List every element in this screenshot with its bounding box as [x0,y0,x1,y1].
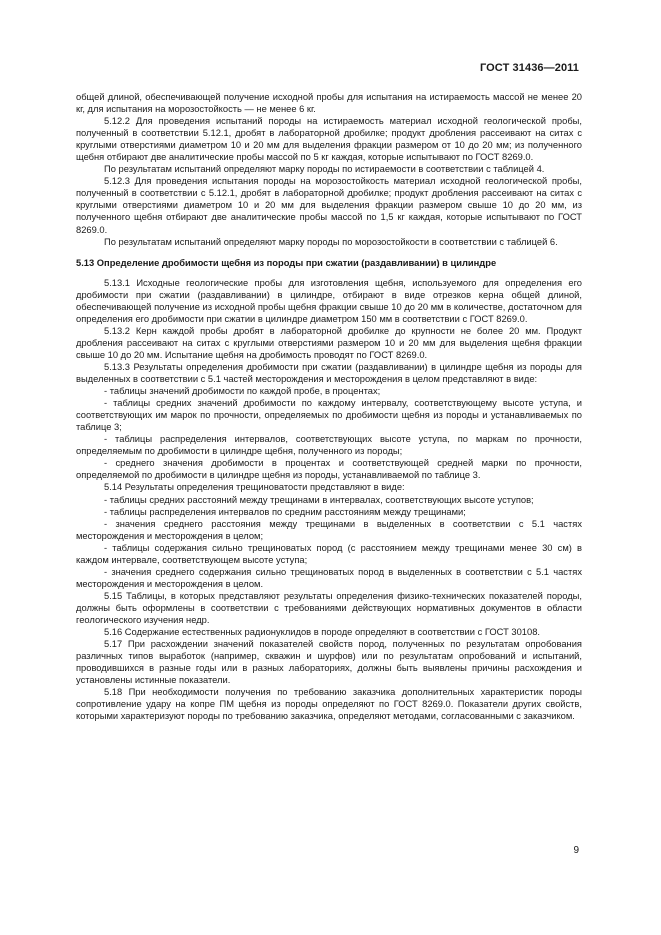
list-item: - значения среднего содержания сильно трещиноватых пород в выделенных в соответствии с 5.1 частях месторождения и месторождения в целом. [76,566,582,589]
paragraph: По результатам испытаний определяют марку породы по морозостойкости в соответствии с таблицей 6. [104,236,558,247]
paragraph: 5.12.2 Для проведения испытаний породы на истираемость материал исходной геологической пробы, полученный в соответствии 5.12.1, дробят в лабораторной дробилке; продукт дробления рассеивают на ситах с круглыми отверстиями диаметром 10 и 20 мм для выделения фракции размером от 10 до 20 мм; из полученного щебня отбирают две аналитические пробы массой по 5 кг каждая, которые испытывают по ГОСТ 8269.0. [76,116,582,163]
list-item: - таблицы распределения интервалов, соответствующих высоте уступа, по маркам по прочности, определяемым по дробимости в цилиндре щебня, полученного из породы; [76,434,582,457]
paragraph: общей длиной, обеспечивающей получение исходной пробы для испытания на истираемость массой не менее 20 кг, для испытания на морозостойкость — не менее 6 кг. [76,92,582,115]
paragraph: 5.17 При расхождении значений показателей свойств пород, полученных по результатам опробования различных типов выработок (например, скважин и шурфов) или по результатам опробований и испытаний, проводившихся в разные годы или в разных лабораториях, должны быть выявлены причины расхождения и установлены истинные показатели. [76,639,582,686]
paragraph: 5.14 Результаты определения трещиноватости представляют в виде: [104,482,405,493]
paragraph: 5.13.2 Керн каждой пробы дробят в лабораторной дробилке до крупности не более 20 мм. Продукт дробления рассеивают на ситах с круглыми отверстиями размером 10 и 20 мм для выделения щебня фракции свыше 10 до 20 мм. Испытание щебня на дробимость проводят по ГОСТ 8269.0. [76,325,582,360]
list-item: - таблицы средних значений дробимости по каждому интервалу, соответствующему высоте уступа, и соответствующих им марок по прочности, определяемых по дробимости щебня из породы и устанавливаемых по таблице 3; [76,398,582,433]
page-number: 9 [573,845,579,856]
paragraph: 5.13.1 Исходные геологические пробы для изготовления щебня, используемого для определения его дробимости при сжатии (раздавливании) в цилиндре, отбирают в виде отрезков керна общей длиной, обеспечивающей получение из исходной пробы щебня фракции свыше 10 до 20 мм в количестве, достаточном для определения его дробимости при сжатии в цилиндре диаметром 150 мм в соответствии с ГОСТ 8269.0. [76,277,582,324]
paragraph: 5.18 При необходимости получения по требованию заказчика дополнительных характеристик породы сопротивление удару на копре ПМ щебня из породы определяют по ГОСТ 8269.0. Показатели других свойств, которыми характеризуют породы по требованию заказчика, определяют методами, согласованными с заказчиком. [76,687,582,722]
paragraph: По результатам испытаний определяют марку породы по истираемости в соответствии с таблицей 4. [104,164,545,175]
paragraph: 5.12.3 Для проведения испытания породы на морозостойкость материал исходной геологической пробы, полученный в соответствии с 5.12.1, дробят в лабораторной дробилке; продукт дробления рассеивают на ситах с круглыми отверстиями диаметром 10 и 20 мм для выделения фракции размером свыше 10 до 20 мм, из полученного щебня отбирают две аналитические пробы массой по 1,5 кг каждая, которые испытывают по ГОСТ 8269.0. [76,176,582,235]
section-heading: 5.13 Определение дробимости щебня из породы при сжатии (раздавливании) в цилиндре [76,257,497,268]
list-item: - таблицы средних расстояний между трещинами в интервалах, соответствующих высоте уступов; [104,494,534,505]
list-item: - среднего значения дробимости в процентах и соответствующей средней марки по прочности, определяемой по дробимости в цилиндре щебня из породы, устанавливаемой по таблице 3. [76,458,582,481]
paragraph: 5.15 Таблицы, в которых представляют результаты определения физико-технических показателей породы, должны быть оформлены в соответствии с требованиями действующих нормативных документов в области геологического изучения недр. [76,590,582,625]
list-item: - таблицы распределения интервалов по средним расстояниям между трещинами; [104,506,466,517]
list-item: - значения среднего расстояния между трещинами в выделенных в соответствии с 5.1 частях месторождения и месторождения в целом; [76,518,582,541]
document-body [76,91,582,722]
paragraph: 5.13.3 Результаты определения дробимости при сжатии (раздавливании) в цилиндре щебня из породы для выделенных в соответствии с 5.1 частей месторождения и месторождения в целом представляют в виде: [76,361,582,385]
paragraph: 5.16 Содержание естественных радионуклидов в породе определяют в соответствии с ГОСТ 30108. [104,627,540,638]
list-item: - таблицы значений дробимости по каждой пробе, в процентах; [104,386,381,397]
document-code-header: ГОСТ 31436—2011 [479,62,579,74]
list-item: - таблицы содержания сильно трещиноватых пород (с расстоянием между трещинами менее 30 см) в каждом интервале, соответствующем высоте уступа; [76,542,582,565]
